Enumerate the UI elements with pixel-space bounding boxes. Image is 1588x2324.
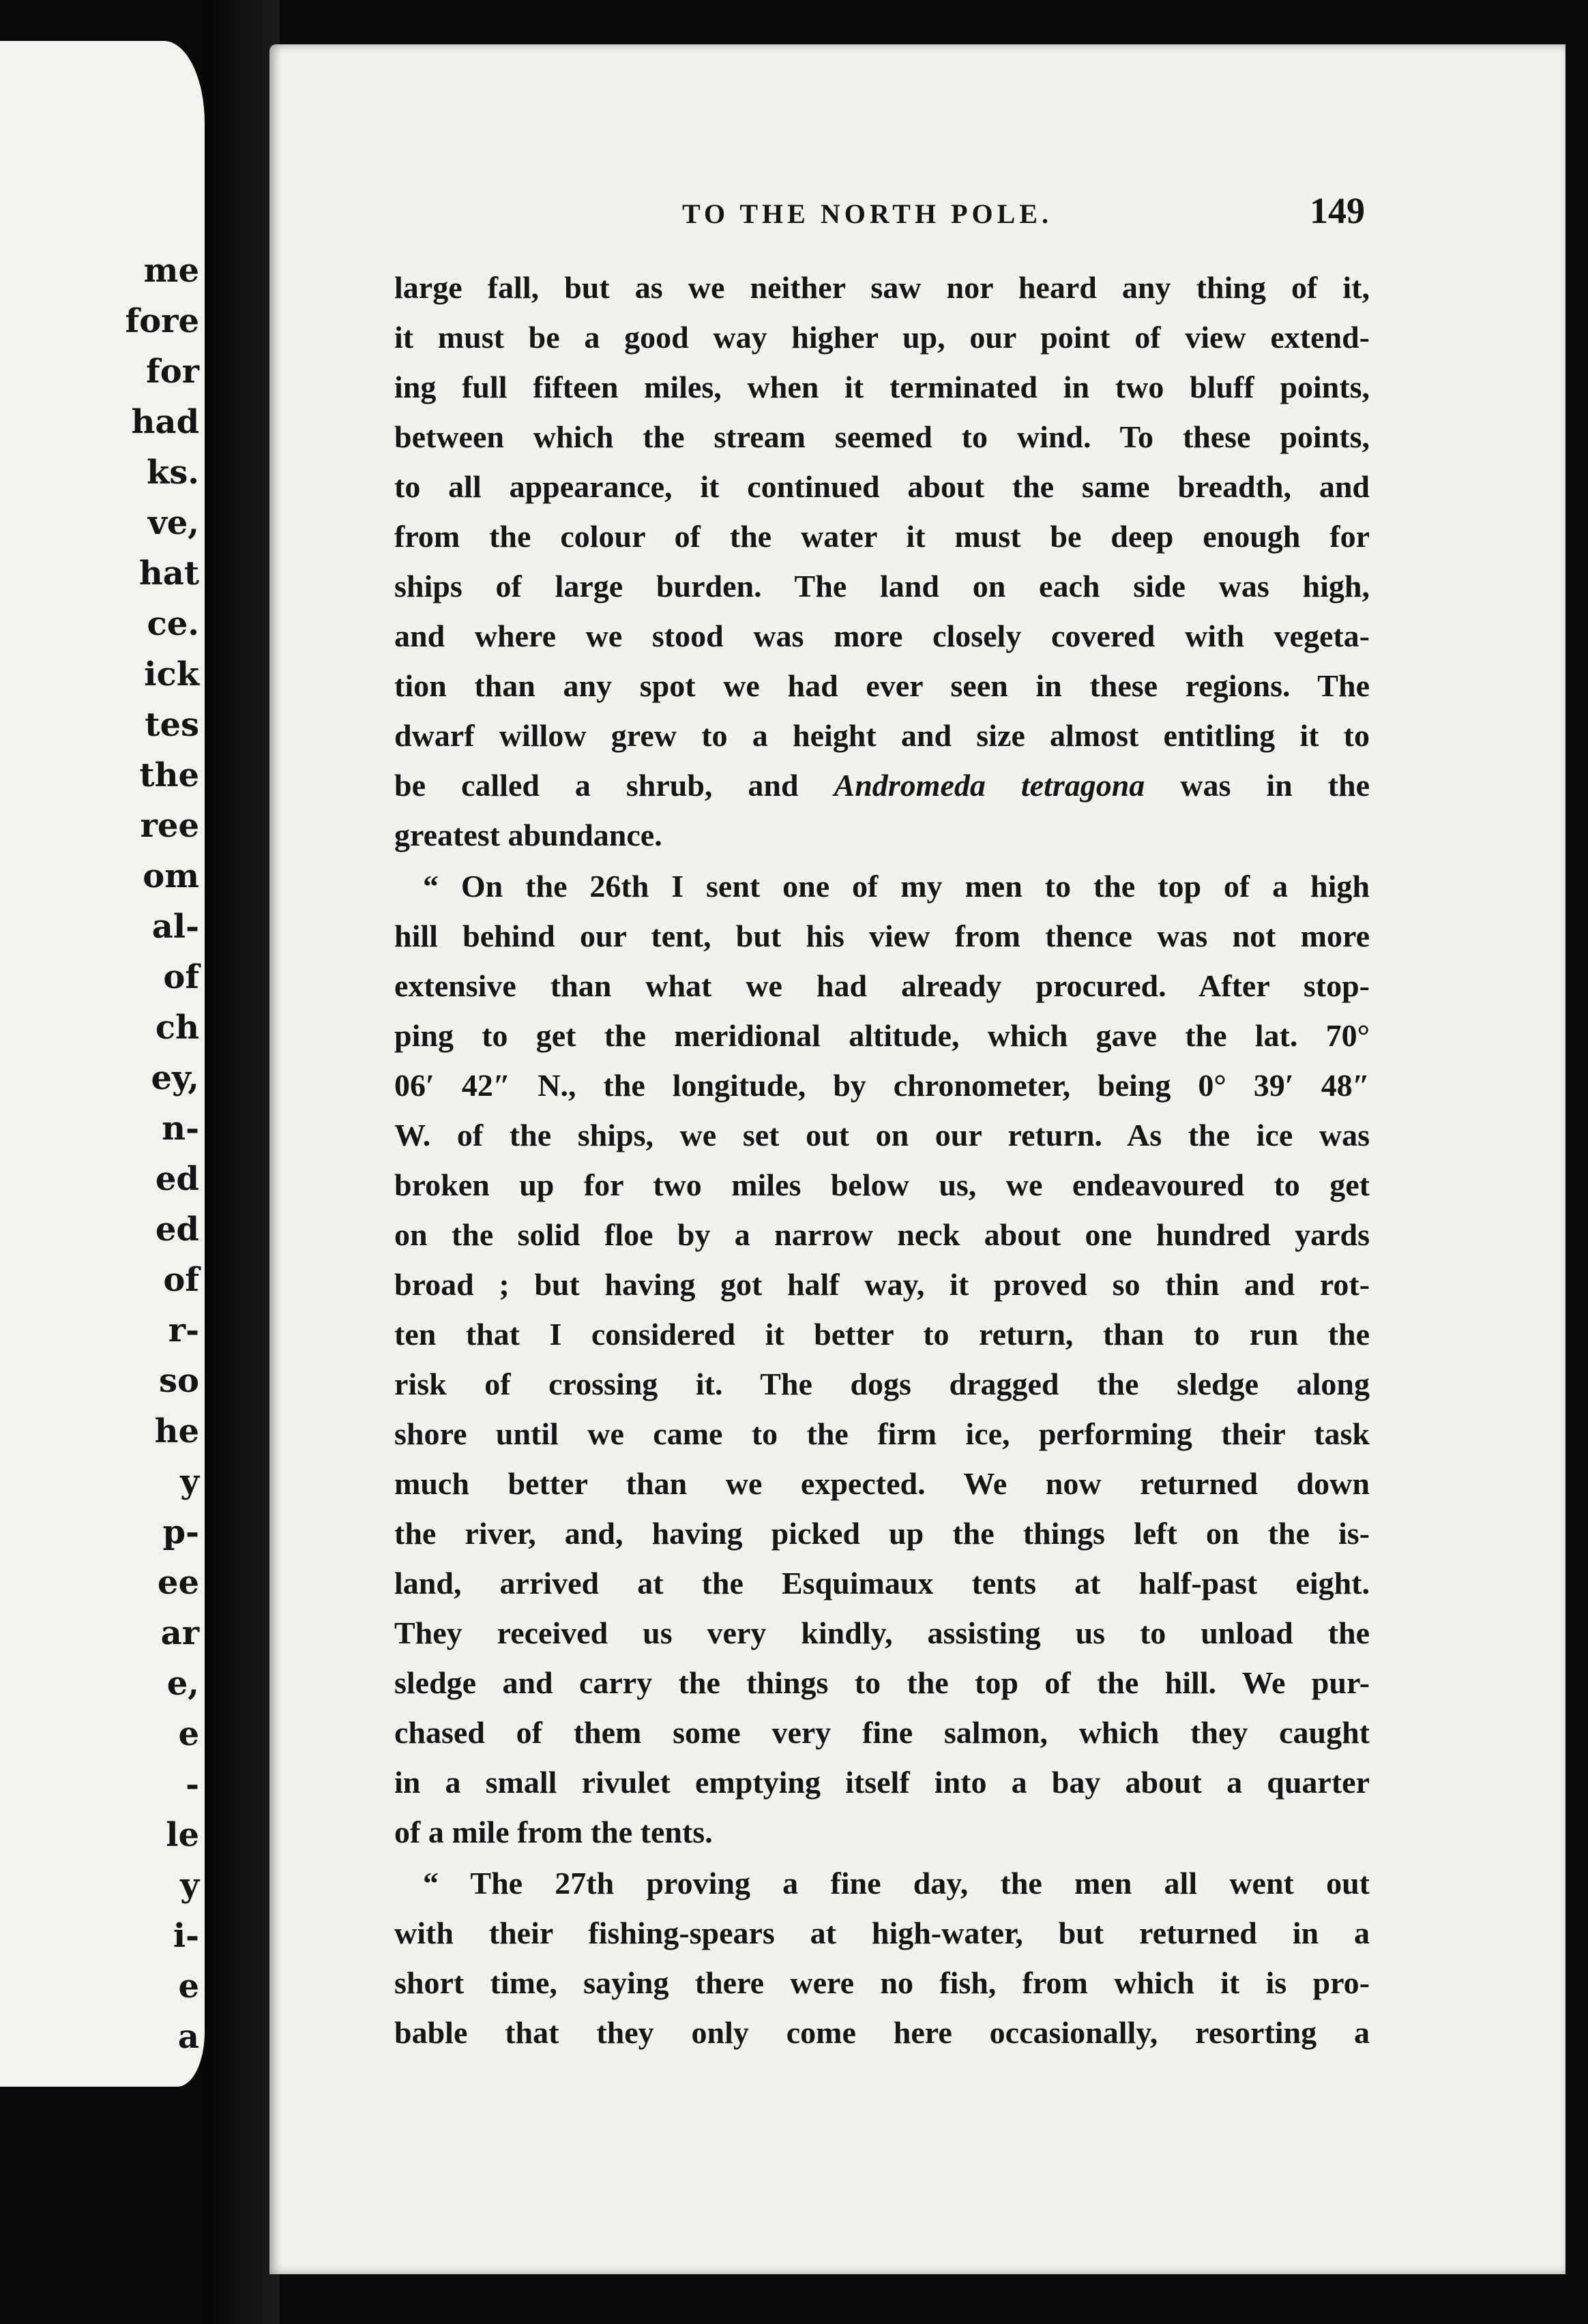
text-line: from the colour of the water it must be deep enough for — [394, 519, 1370, 554]
left-page-fragment: ve, — [147, 504, 199, 542]
text-line: it must be a good way higher up, our point of view extend- — [394, 320, 1370, 355]
text-line: to all appearance, it continued about the same breadth, and — [394, 469, 1370, 504]
text-line: ten that I considered it better to return, than to run the — [394, 1317, 1370, 1352]
left-page-fragment: e — [178, 1715, 199, 1753]
text-line: chased of them some very fine salmon, which they caught — [394, 1715, 1370, 1750]
left-page-fragment: ar — [160, 1614, 199, 1652]
text-line: short time, saying there were no fish, from which it is pro- — [394, 1965, 1370, 2000]
left-page-fragment: of — [163, 958, 199, 996]
paragraph — [394, 861, 1370, 1857]
text-line: ping to get the meridional altitude, which gave the lat. 70° — [394, 1018, 1370, 1053]
text-line: bable that they only come here occasionally, resorting a — [394, 2015, 1370, 2050]
text-line: between which the stream seemed to wind. To these points, — [394, 419, 1370, 454]
left-page-edge — [0, 41, 205, 2087]
left-page-fragment: p- — [162, 1513, 199, 1551]
text-line: of a mile from the tents. — [394, 1815, 713, 1849]
left-page-fragment: y — [180, 1866, 199, 1905]
text-line: with their fishing-spears at high-water, but returned in a — [394, 1916, 1370, 1950]
left-page-fragment: ee — [157, 1564, 199, 1602]
text-line: sledge and carry the things to the top of the hill. We pur- — [394, 1665, 1370, 1700]
text-line: much better than we expected. We now returned down — [394, 1466, 1370, 1501]
text-segment: was in the — [1145, 768, 1370, 803]
text-line: risk of crossing it. The dogs dragged the sledge along — [394, 1367, 1370, 1401]
text-line: and where we stood was more closely covered with vegeta- — [394, 619, 1370, 653]
text-line: in a small rivulet emptying itself into a bay about a quarter — [394, 1765, 1370, 1800]
left-page-fragment: n- — [162, 1109, 199, 1148]
left-page-fragment: ed — [155, 1210, 199, 1249]
left-page-fragment: ce. — [147, 605, 199, 643]
left-page-fragment: me — [143, 252, 199, 290]
left-page-fragment: al- — [151, 908, 199, 946]
left-page-fragment: ch — [155, 1009, 199, 1047]
left-page-fragment: for — [146, 353, 199, 391]
left-page-fragment: tes — [145, 706, 199, 744]
text-line: tion than any spot we had ever seen in these regions. The — [394, 668, 1370, 703]
text-line: shore until we came to the firm ice, performing their task — [394, 1416, 1370, 1451]
text-segment: be called a shrub, and — [394, 768, 834, 803]
text-line: the river, and, having picked up the things left on the is- — [394, 1516, 1370, 1551]
text-line: broken up for two miles below us, we endeavoured to get — [394, 1167, 1370, 1202]
text-line: hill behind our tent, but his view from thence was not more — [394, 919, 1370, 953]
left-page-fragment: hat — [138, 554, 199, 593]
left-page-fragment: so — [158, 1362, 199, 1400]
left-page-fragment: ey, — [151, 1059, 199, 1097]
running-head: TO THE NORTH POLE. — [682, 198, 1053, 229]
text-line: on the solid floe by a narrow neck about one hundred yards — [394, 1217, 1370, 1252]
left-page-fragment: he — [154, 1412, 199, 1450]
page-number: 149 — [1310, 190, 1365, 231]
left-page-fragment: e, — [166, 1665, 199, 1703]
text-line: land, arrived at the Esquimaux tents at half-past eight. — [394, 1566, 1370, 1600]
text-line: dwarf willow grew to a height and size almost entitling it to — [394, 718, 1370, 753]
left-page-fragment: le — [166, 1816, 199, 1854]
left-page-fragment: - — [186, 1766, 199, 1804]
left-page-fragment: a — [177, 2018, 199, 2056]
italic-species-name: Andromeda tetragona — [834, 768, 1145, 803]
binding-gutter — [205, 0, 280, 2324]
left-page-fragment: i- — [173, 1917, 199, 1955]
left-page-text-fragments — [76, 245, 199, 2062]
left-page-fragment: ks. — [147, 453, 199, 492]
left-page-fragment: fore — [125, 302, 199, 340]
text-line-with-italic — [394, 760, 1370, 810]
text-line: large fall, but as we neither saw nor heard any thing of it, — [394, 270, 1370, 305]
left-page-fragment: r- — [168, 1311, 199, 1350]
text-line: ships of large burden. The land on each side was high, — [394, 569, 1370, 604]
text-line: ing full fifteen miles, when it terminated in two bluff points, — [394, 370, 1370, 404]
text-line: greatest abundance. — [394, 818, 662, 852]
left-page-fragment: om — [143, 857, 199, 895]
left-page-fragment: y — [180, 1463, 199, 1501]
left-page-fragment: ed — [155, 1160, 199, 1198]
left-page-fragment: the — [139, 756, 199, 794]
left-page-fragment: ick — [144, 655, 199, 694]
left-page-fragment: e — [178, 1967, 199, 2006]
text-line: extensive than what we had already procured. After stop- — [394, 968, 1370, 1003]
text-line: broad ; but having got half way, it proved so thin and rot- — [394, 1267, 1370, 1302]
text-line: They received us very kindly, assisting us to unload the — [394, 1615, 1370, 1650]
left-page-fragment: had — [131, 403, 199, 441]
paragraph — [394, 263, 1370, 860]
text-line: “ The 27th proving a fine day, the men all went out — [423, 1866, 1370, 1901]
left-page-fragment: ree — [140, 807, 199, 845]
body-text — [394, 263, 1370, 2057]
paragraph — [394, 1858, 1370, 2057]
text-line: 06′ 42″ N., the longitude, by chronometer, being 0° 39′ 48″ — [394, 1068, 1370, 1103]
left-page-fragment: of — [163, 1261, 199, 1299]
text-line: “ On the 26th I sent one of my men to the top of a high — [423, 869, 1370, 904]
text-line: W. of the ships, we set out on our return. As the ice was — [394, 1118, 1370, 1152]
